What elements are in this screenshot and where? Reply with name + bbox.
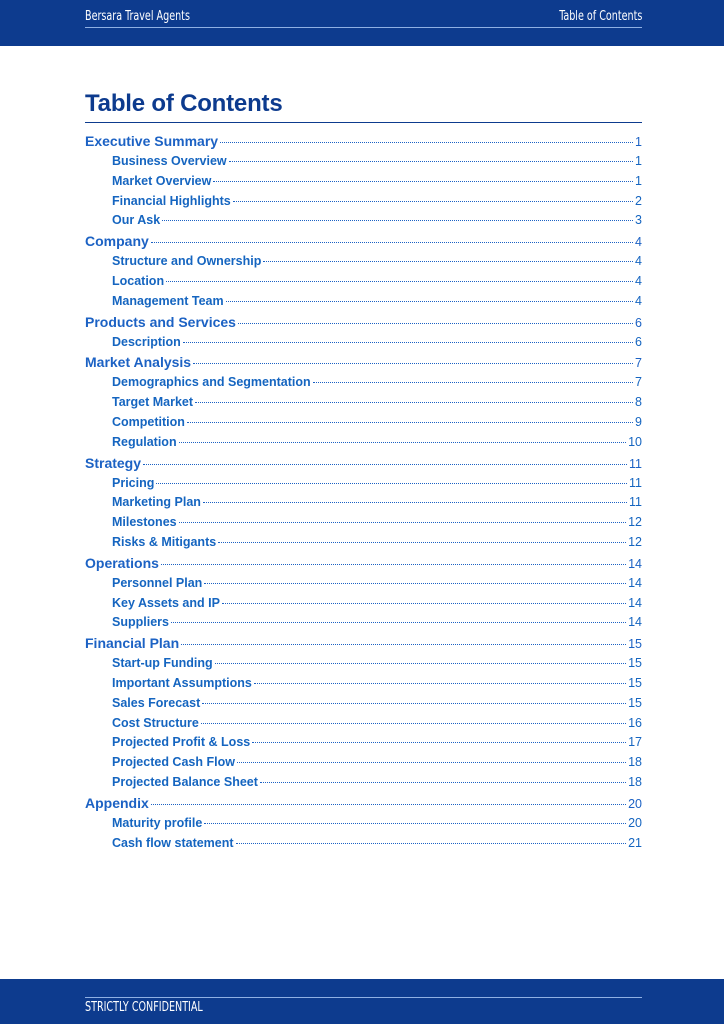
toc-entry-page-number: 14 (628, 575, 642, 590)
toc-subsection-entry[interactable] (85, 816, 642, 836)
toc-subsection-entry[interactable] (85, 596, 642, 616)
dot-leader (156, 483, 627, 484)
toc-entry-page-number: 14 (628, 615, 642, 630)
dot-leader (204, 583, 626, 584)
toc-entry-page-number: 11 (629, 475, 642, 490)
toc-section-entry[interactable] (85, 133, 642, 154)
toc-entry-page-number: 12 (628, 534, 642, 549)
dot-leader (187, 422, 633, 423)
toc-entry-page-number: 4 (635, 254, 642, 269)
toc-subsection-entry[interactable] (85, 775, 642, 795)
dot-leader (237, 762, 626, 763)
toc-entry-page-number: 11 (629, 495, 642, 510)
toc-entry-page-number: 1 (635, 135, 642, 149)
toc-subsection-entry[interactable] (85, 696, 642, 716)
dot-leader (162, 220, 633, 221)
toc-entry-label: Location (112, 273, 165, 288)
dot-leader (254, 683, 626, 684)
toc-entry-page-number: 11 (629, 456, 642, 471)
toc-entry-label: Structure and Ownership (112, 254, 262, 269)
toc-entry-label: Regulation (112, 434, 177, 449)
dot-leader (171, 622, 626, 623)
toc-subsection-entry[interactable] (85, 274, 642, 294)
toc-entry-label: Projected Cash Flow (112, 755, 235, 770)
toc-entry-page-number: 4 (635, 293, 642, 308)
footer-rule (85, 997, 642, 998)
dot-leader (252, 742, 626, 743)
toc-entry-label: Target Market (112, 395, 194, 410)
toc-subsection-entry[interactable] (85, 154, 642, 174)
toc-entry-label: Company (85, 233, 149, 250)
toc-entry-label: Projected Balance Sheet (112, 774, 258, 789)
toc-entry-label: Management Team (112, 293, 224, 308)
toc-subsection-entry[interactable] (85, 375, 642, 395)
toc-subsection-entry[interactable] (85, 836, 642, 856)
toc-entry-page-number: 8 (635, 395, 642, 410)
toc-entry-label: Start-up Funding (112, 656, 213, 671)
toc-entry-label: Our Ask (112, 213, 161, 228)
page-footer (0, 979, 724, 1024)
dot-leader (213, 181, 633, 182)
toc-entry-label: Milestones (112, 515, 177, 530)
dot-leader (313, 382, 633, 383)
toc-entry-label: Financial Plan (85, 635, 180, 652)
toc-entry-label: Cost Structure (112, 715, 199, 730)
toc-entry-label: Personnel Plan (112, 575, 203, 590)
toc-subsection-entry[interactable] (85, 676, 642, 696)
toc-entry-page-number: 1 (635, 154, 642, 168)
toc-subsection-entry[interactable] (85, 476, 642, 496)
toc-entry-page-number: 14 (628, 595, 642, 610)
toc-subsection-entry[interactable] (85, 495, 642, 515)
toc-entry-page-number: 17 (628, 735, 642, 750)
dot-leader (161, 564, 626, 565)
dot-leader (166, 281, 633, 282)
toc-subsection-entry[interactable] (85, 615, 642, 635)
toc-entry-label: Projected Profit & Loss (112, 735, 251, 750)
toc-section-entry[interactable] (85, 795, 642, 816)
toc-entry-page-number: 4 (635, 273, 642, 288)
toc-entry-page-number: 21 (628, 835, 642, 850)
toc-entry-label: Sales Forecast (112, 695, 201, 710)
toc-entry-page-number: 15 (628, 656, 642, 671)
footer-confidential-label: STRICTLY CONFIDENTIAL (85, 1000, 203, 1015)
toc-entry-page-number: 15 (628, 695, 642, 710)
toc-subsection-entry[interactable] (85, 735, 642, 755)
toc-section-entry[interactable] (85, 455, 642, 476)
toc-entry-label: Risks & Mitigants (112, 534, 217, 549)
dot-leader (203, 502, 627, 503)
dot-leader (195, 402, 633, 403)
dot-leader (179, 522, 626, 523)
toc-entry-label: Business Overview (112, 154, 227, 168)
toc-subsection-entry[interactable] (85, 395, 642, 415)
table-of-contents (85, 133, 642, 855)
toc-entry-page-number: 16 (628, 715, 642, 730)
toc-entry-label: Market Analysis (85, 354, 192, 371)
toc-entry-page-number: 1 (635, 173, 642, 188)
dot-leader (183, 342, 633, 343)
toc-section-entry[interactable] (85, 354, 642, 375)
toc-entry-page-number: 15 (628, 675, 642, 690)
toc-entry-page-number: 20 (628, 815, 642, 830)
toc-entry-label: Description (112, 334, 181, 349)
dot-leader (220, 142, 633, 143)
dot-leader (260, 782, 626, 783)
toc-section-entry[interactable] (85, 314, 642, 335)
toc-subsection-entry[interactable] (85, 515, 642, 535)
toc-entry-page-number: 18 (628, 774, 642, 789)
toc-entry-page-number: 15 (628, 637, 642, 652)
toc-entry-page-number: 10 (628, 434, 642, 449)
toc-entry-label: Competition (112, 414, 185, 429)
toc-subsection-entry[interactable] (85, 716, 642, 736)
toc-entry-page-number: 7 (635, 375, 642, 390)
toc-entry-page-number: 14 (628, 556, 642, 571)
toc-subsection-entry[interactable] (85, 174, 642, 194)
toc-entry-label: Operations (85, 554, 159, 571)
toc-entry-label: Demographics and Segmentation (112, 375, 311, 390)
toc-subsection-entry[interactable] (85, 254, 642, 274)
toc-entry-label: Important Assumptions (112, 675, 252, 690)
dot-leader (233, 201, 633, 202)
dot-leader (204, 823, 626, 824)
toc-entry-page-number: 3 (635, 213, 642, 228)
toc-entry-page-number: 2 (635, 193, 642, 208)
toc-entry-label: Appendix (85, 794, 149, 811)
dot-leader (193, 363, 633, 364)
header-rule (85, 27, 642, 28)
title-rule (85, 122, 642, 123)
toc-entry-label: Marketing Plan (112, 495, 201, 510)
toc-section-entry[interactable] (85, 635, 642, 656)
toc-subsection-entry[interactable] (85, 294, 642, 314)
dot-leader (151, 804, 626, 805)
dot-leader (179, 442, 627, 443)
toc-entry-label: Maturity profile (112, 815, 203, 830)
toc-entry-page-number: 6 (635, 334, 642, 349)
dot-leader (229, 161, 633, 162)
dot-leader (226, 301, 633, 302)
toc-entry-label: Products and Services (85, 313, 236, 330)
dot-leader (222, 603, 626, 604)
toc-section-entry[interactable] (85, 233, 642, 254)
toc-entry-label: Market Overview (112, 173, 212, 188)
toc-entry-page-number: 7 (635, 356, 642, 371)
toc-entry-label: Executive Summary (85, 133, 219, 149)
page-header (0, 0, 724, 46)
toc-subsection-entry[interactable] (85, 435, 642, 455)
toc-subsection-entry[interactable] (85, 656, 642, 676)
toc-entry-page-number: 18 (628, 755, 642, 770)
toc-subsection-entry[interactable] (85, 415, 642, 435)
toc-entry-label: Financial Highlights (112, 193, 231, 208)
header-section-name: Table of Contents (558, 9, 642, 24)
toc-subsection-entry[interactable] (85, 194, 642, 214)
toc-entry-label: Key Assets and IP (112, 595, 220, 610)
dot-leader (218, 542, 626, 543)
dot-leader (215, 663, 626, 664)
toc-entry-page-number: 6 (635, 315, 642, 330)
toc-entry-page-number: 9 (635, 414, 642, 429)
dot-leader (181, 644, 626, 645)
toc-entry-page-number: 12 (628, 515, 642, 530)
toc-subsection-entry[interactable] (85, 535, 642, 555)
toc-subsection-entry[interactable] (85, 335, 642, 355)
toc-entry-label: Pricing (112, 475, 155, 490)
toc-subsection-entry[interactable] (85, 576, 642, 596)
page-title: Table of Contents (85, 90, 283, 117)
dot-leader (151, 242, 633, 243)
dot-leader (263, 261, 633, 262)
toc-subsection-entry[interactable] (85, 213, 642, 233)
dot-leader (143, 464, 627, 465)
toc-section-entry[interactable] (85, 555, 642, 576)
toc-entry-label: Cash flow statement (112, 835, 234, 850)
toc-entry-label: Strategy (85, 454, 142, 471)
toc-subsection-entry[interactable] (85, 755, 642, 775)
toc-entry-page-number: 20 (628, 796, 642, 811)
dot-leader (238, 323, 633, 324)
toc-entry-label: Suppliers (112, 615, 169, 630)
header-company-name: Bersara Travel Agents (85, 9, 190, 24)
dot-leader (202, 703, 626, 704)
dot-leader (201, 723, 626, 724)
dot-leader (236, 843, 627, 844)
toc-entry-page-number: 4 (635, 235, 642, 250)
